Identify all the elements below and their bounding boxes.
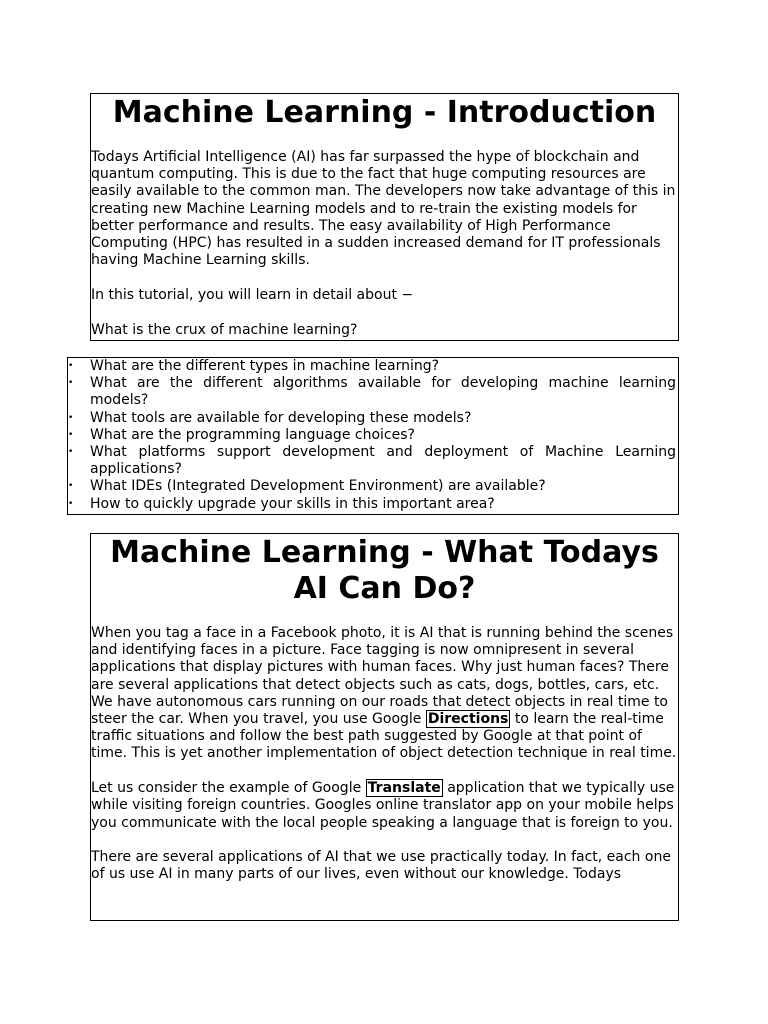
list-item (68, 496, 678, 513)
section-title-introduction: Machine Learning - Introduction (112, 95, 657, 130)
list-item (68, 358, 678, 375)
topics-list (68, 358, 678, 513)
list-item (68, 444, 678, 478)
bullet-icon: • (68, 498, 74, 509)
translate-keyword: Translate (367, 780, 441, 797)
bullet-icon: • (68, 378, 74, 389)
list-item-text: What IDEs (Integrated Development Environment) are available? (90, 478, 546, 495)
bullet-icon: • (68, 361, 74, 371)
list-item (68, 410, 678, 427)
list-item (68, 375, 678, 409)
topics-list-section (67, 357, 679, 515)
ai-capabilities-section (90, 533, 679, 921)
paragraph-text: Let us consider the example of Google (91, 780, 366, 797)
ai-applications-paragraph: There are several applications of AI that we use practically today. In fact, each one of us use AI in many parts of our lives, even without our knowledge. Todays (91, 849, 671, 883)
crux-line: What is the crux of machine learning? (91, 321, 358, 338)
list-item (68, 427, 678, 444)
bullet-icon: • (68, 447, 74, 458)
directions-keyword: Directions (427, 711, 509, 728)
intro-section (90, 93, 679, 341)
bullet-icon: • (68, 429, 74, 440)
intro-paragraph: Todays Artificial Intelligence (AI) has far surpassed the hype of blockchain and quantum computing. This is due to the fact that huge computing resources are easily available to the common man. The developers now take advantage of this in creating new Machine Learning models and to re-train the existing models for better performance and results. The easy availability of High Performance Computing (HPC) has resulted in a sudden increased demand for IT professionals having Machine Learning skills. (91, 149, 676, 269)
list-item-text: How to quickly upgrade your skills in this important area? (90, 495, 495, 512)
bullet-icon: • (68, 412, 74, 423)
list-item-text: What tools are available for developing these models? (90, 409, 472, 426)
list-item (68, 478, 678, 495)
paragraph-text: application that we typically use while visiting foreign countries. Googles online translator app on your mobile helps you communicate with the local people speaking a language that is foreign to you. (91, 780, 675, 831)
list-item-text: What are the different algorithms available for developing machine learning models? (90, 375, 676, 409)
list-item-text: What are the different types in machine learning? (90, 358, 440, 374)
bullet-icon: • (68, 481, 74, 492)
tutorial-line: In this tutorial, you will learn in detail about − (91, 286, 414, 303)
paragraph-text: When you tag a face in a Facebook photo, it is AI that is running behind the scenes and identifying faces in a picture. Face tagging is now omnipresent in several applications that display pictures with human faces. Why just human faces? There are several applications that detect objects such as cats, dogs, bottles, cars, etc. We have autonomous cars running on our roads that detect objects in real time to steer the car. When you travel, you use Google (91, 625, 674, 728)
translate-paragraph (91, 780, 678, 832)
paragraph-text: to learn the real-time traffic situations and follow the best path suggested by Google at that point of time. This is yet another implementation of object detection technique in real time. (91, 711, 677, 762)
list-item-text: What are the programming language choices? (90, 426, 415, 443)
section-title-what-ai-can-do: Machine Learning - What Todays AI Can Do? (110, 535, 659, 606)
face-tagging-paragraph (91, 625, 678, 763)
list-item-text: What platforms support development and deployment of Machine Learning applications? (90, 444, 676, 478)
